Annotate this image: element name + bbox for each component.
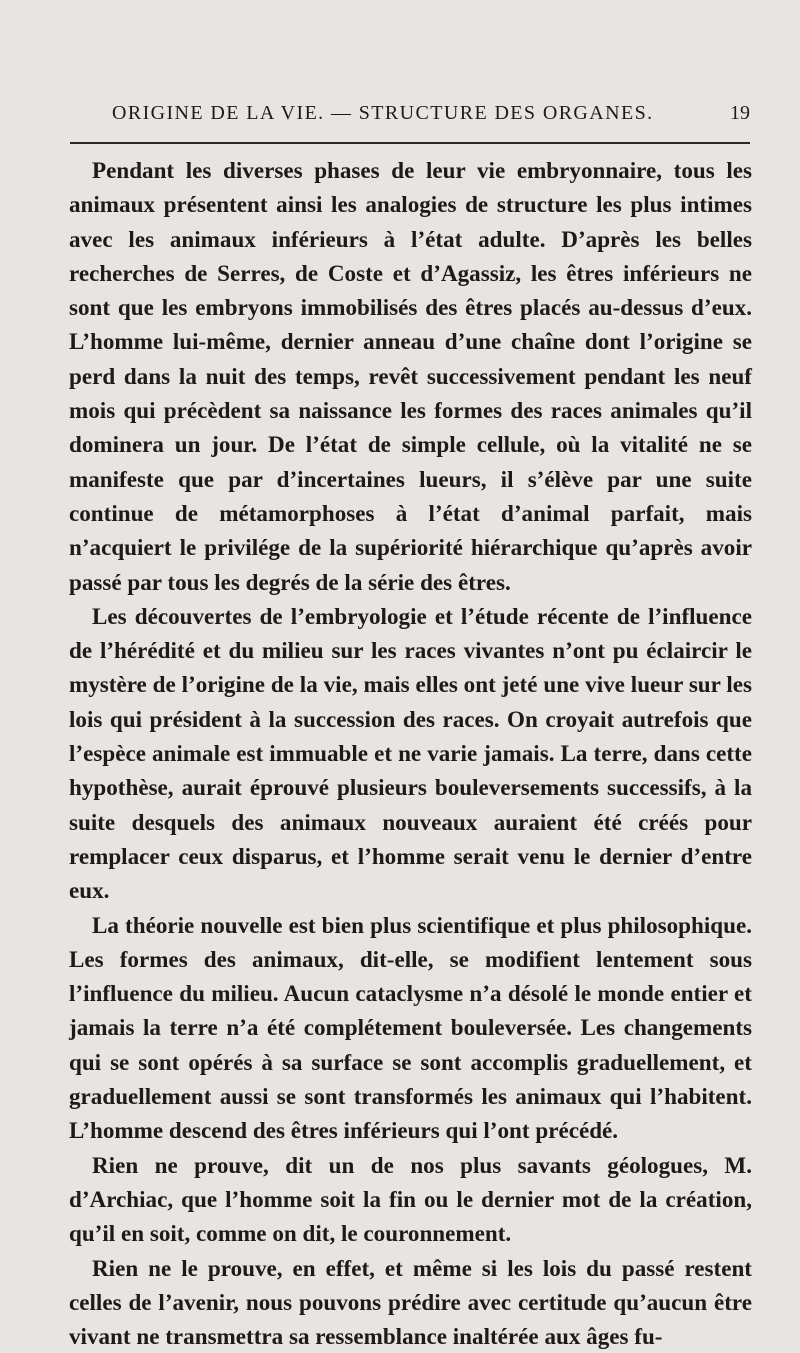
body-text — [69, 153, 752, 1353]
paragraph: Pendant les diverses phases de leur vie embryonnaire, tous les animaux présentent ainsi les analogies de structure les plus intimes avec les animaux inférieurs à l’état adulte. D’après les belles recherches de Serres, de Coste et d’Agassiz, les êtres inférieurs ne sont que les embryons immobilisés des êtres placés au-dessus d’eux. L’homme lui-même, dernier anneau d’une chaîne dont l’origine se perd dans la nuit des temps, revêt successivement pendant les neuf mois qui précèdent sa naissance les formes des races animales qu’il dominera un jour. De l’état de simple cellule, où la vitalité ne se manifeste que par d’incertaines lueurs, il s’élève par une suite continue de métamorphoses à l’état d’animal parfait, mais n’acquiert le privilége de la supériorité hiérarchique qu’après avoir passé par tous les degrés de la série des êtres. — [69, 153, 752, 599]
page-number: 19 — [730, 102, 750, 125]
paragraph: Rien ne le prouve, en effet, et même si les lois du passé restent celles de l’avenir, nous pouvons prédire avec certitude qu’aucun être vivant ne transmettra sa ressemblance inaltérée aux âges fu- — [69, 1251, 752, 1353]
running-title: ORIGINE DE LA VIE. — STRUCTURE DES ORGANES. — [112, 102, 654, 125]
paragraph: Les découvertes de l’embryologie et l’étude récente de l’influence de l’hérédité et du milieu sur les races vivantes n’ont pu éclaircir le mystère de l’origine de la vie, mais elles ont jeté une vive lueur sur les lois qui président à la succession des races. On croyait autrefois que l’espèce animale est immuable et ne varie jamais. La terre, dans cette hypothèse, aurait éprouvé plusieurs bouleversements successifs, à la suite desquels des animaux nouveaux auraient été créés pour remplacer ceux disparus, et l’homme serait venu le dernier d’entre eux. — [69, 599, 752, 908]
header-rule — [70, 142, 750, 144]
paragraph: La théorie nouvelle est bien plus scientifique et plus philosophique. Les formes des animaux, dit-elle, se modifient lentement sous l’influence du milieu. Aucun cataclysme n’a désolé le monde entier et jamais la terre n’a été complétement bouleversée. Les changements qui se sont opérés à sa surface se sont accomplis graduellement, et graduellement aussi se sont transformés les animaux qui l’habitent. L’homme descend des êtres inférieurs qui l’ont précédé. — [69, 908, 752, 1148]
page-header — [112, 102, 750, 130]
paragraph: Rien ne prouve, dit un de nos plus savants géologues, M. d’Archiac, que l’homme soit la fin ou le dernier mot de la création, qu’il en soit, comme on dit, le couronnement. — [69, 1148, 752, 1251]
